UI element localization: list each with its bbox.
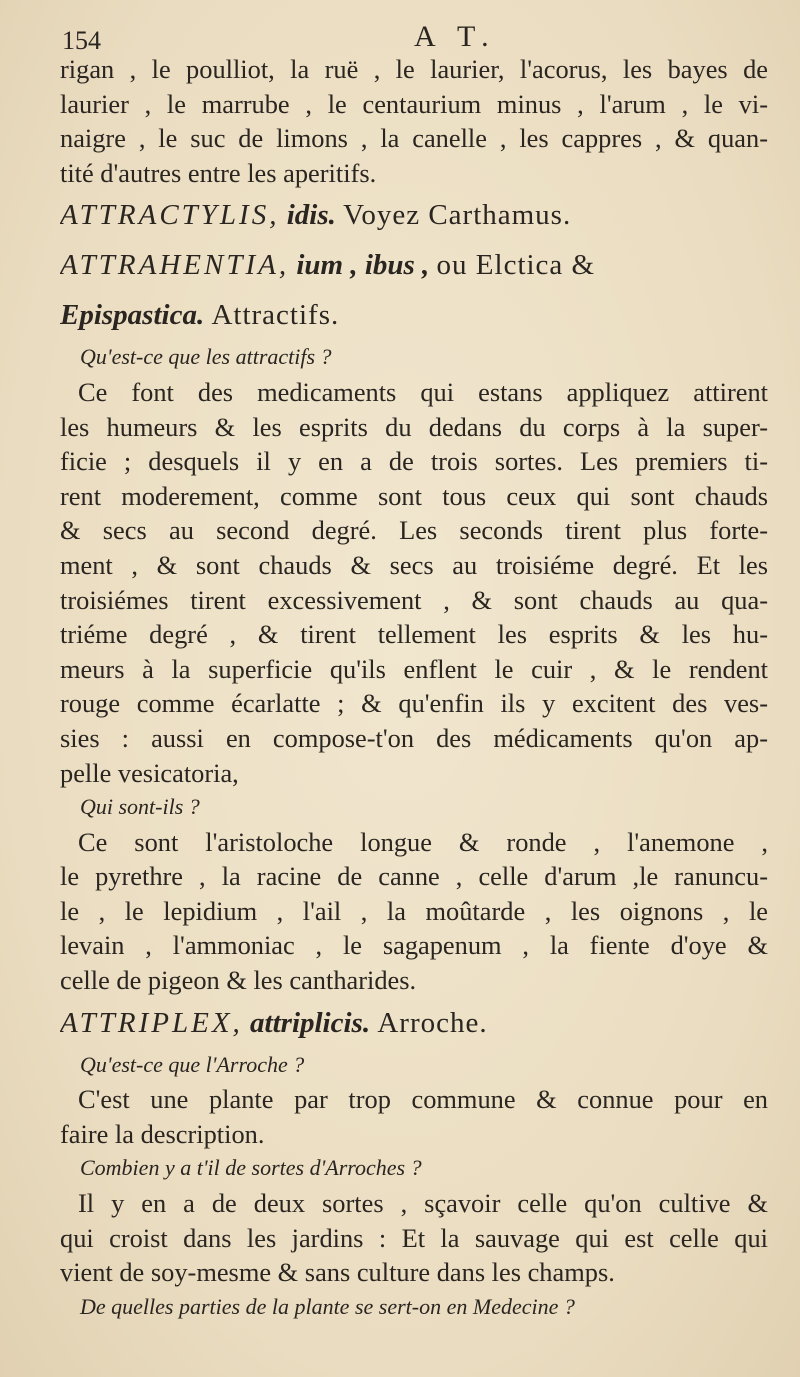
text-line: vient de soy-mesme & sans culture dans les champs. (60, 1257, 615, 1288)
entry-heading-attrahentia-cont (60, 290, 768, 340)
entry-latin: idis. (286, 199, 336, 232)
text-line: rigan , le poulliot, la ruë , le laurier, l'acorus, les bayes de (60, 54, 768, 84)
text-line: les humeurs & les esprits du dedans du corps à la super- (60, 411, 768, 442)
text-line: rouge comme écarlatte ; & qu'enfin ils y excitent des ves- (60, 688, 768, 719)
text-line: rent moderement, comme sont tous ceux qui sont chauds (60, 480, 768, 511)
text-line: laurier , le marrube , le centaurium minus , l'arum , le vi- (60, 88, 768, 119)
text-line: qui croist dans les jardins : Et la sauvage qui est celle qui (60, 1222, 768, 1253)
entry-keyword: ATTRACTYLIS, (60, 199, 280, 232)
text-line: naigre , le suc de limons , la canelle , les cappres , & quan- (60, 123, 768, 154)
entry-latin: ium , ibus , (296, 249, 430, 282)
text-line: & secs au second degré. Les seconds tirent plus forte- (60, 515, 768, 546)
entry-variant: ou Elctica & (436, 249, 596, 282)
text-line: Ce sont l'aristoloche longue & ronde , l'anemone , (78, 826, 768, 857)
text-line: ficie ; desquels il y en a de trois sortes. Les premiers ti- (60, 446, 768, 477)
entry-crossref: Voyez Carthamus. (343, 199, 572, 232)
entry-french: Attractifs. (211, 299, 340, 332)
text-line: pelle vesicatoria, (60, 757, 239, 788)
text-line: Ce font des medicaments qui estans appliquez attirent (78, 376, 768, 407)
page-number: 154 (62, 26, 101, 55)
entry-french: Arroche. (377, 1006, 488, 1039)
text-line: celle de pigeon & les cantharides. (60, 965, 417, 996)
text-line: sies : aussi en compose-t'on des médicaments qu'on ap- (60, 722, 768, 753)
entry-heading-attrahentia (60, 240, 768, 290)
text-line: tité d'autres entre les aperitifs. (60, 157, 377, 188)
entry-heading-atriplex (60, 998, 768, 1048)
text-line: Il y en a de deux sortes , sçavoir celle qu'on cultive & (78, 1188, 768, 1219)
entry-latin: Epispastica. (60, 299, 205, 332)
question-line: Qu'est-ce que les attractifs ? (80, 344, 332, 370)
question-line: De quelles parties de la plante se sert-on en Medecine ? (80, 1293, 575, 1319)
text-line: meurs à la superficie qu'ils enflent le cuir , & le rendent (60, 653, 768, 684)
text-line: le , le lepidium , l'ail , la moûtarde , les oignons , le (60, 895, 768, 926)
question-line: Qu'est-ce que l'Arroche ? (80, 1051, 305, 1077)
body-text (60, 52, 768, 1324)
running-head: A T. (414, 20, 497, 53)
text-line: troisiémes tirent excessivement , & sont chauds au qua- (60, 584, 768, 615)
text-line: ment , & sont chauds & secs au troisiéme degré. Et les (60, 549, 768, 580)
text-line: C'est une plante par trop commune & connue pour en (78, 1084, 768, 1115)
question-line: Qui sont-ils ? (80, 794, 200, 820)
entry-heading-attractylis (60, 190, 768, 240)
text-line: le pyrethre , la racine de canne , celle d'arum ,le ranuncu- (60, 861, 768, 892)
text-line: triéme degré , & tirent tellement les esprits & les hu- (60, 619, 768, 650)
question-line: Combien y a t'il de sortes d'Arroches ? (80, 1155, 422, 1181)
text-line: levain , l'ammoniac , le sagapenum , la fiente d'oye & (60, 930, 768, 961)
entry-keyword: ATTRIPLEX, (60, 1006, 243, 1039)
entry-latin: attriplicis. (250, 1006, 371, 1039)
entry-keyword: ATTRAHENTIA, (60, 249, 290, 282)
text-line: faire la description. (60, 1118, 265, 1149)
